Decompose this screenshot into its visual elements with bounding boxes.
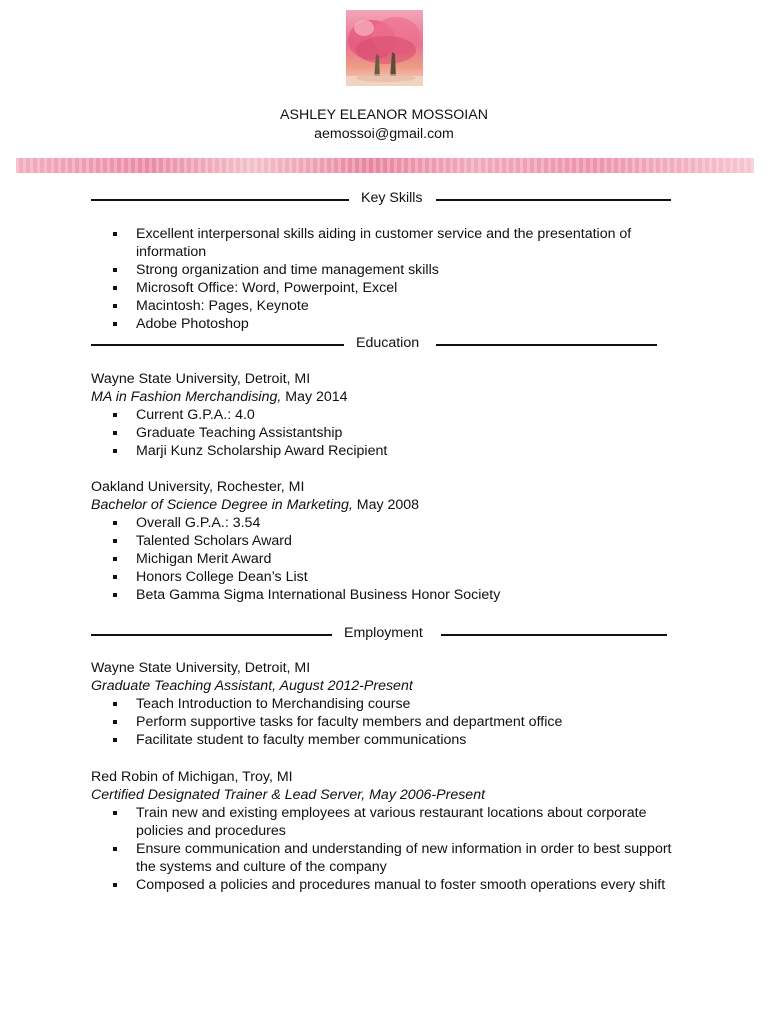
candidate-email: aemossoi@gmail.com — [314, 126, 454, 142]
list-item: Composed a policies and procedures manual to foster smooth operations every shift — [110, 876, 680, 894]
divider-line — [436, 344, 657, 346]
list-item: Adobe Photoshop — [110, 315, 680, 333]
section-title: Key Skills — [361, 190, 423, 206]
section-title: Employment — [344, 625, 423, 641]
list-item: Train new and existing employees at various restaurant locations about corporate policies and procedures — [110, 804, 680, 840]
employer-name: Wayne State University, Detroit, MI — [91, 660, 311, 676]
tree-illustration — [346, 10, 423, 86]
list-item: Facilitate student to faculty member communications — [110, 731, 680, 749]
divider-line — [91, 634, 332, 636]
list-item: Talented Scholars Award — [110, 532, 680, 550]
key-skills-heading — [0, 188, 768, 208]
job-title: Graduate Teaching Assistant, August 2012-Present — [91, 678, 413, 694]
list-item: Teach Introduction to Merchandising course — [110, 695, 680, 713]
degree-date: May 2014 — [281, 389, 348, 405]
list-item: Marji Kunz Scholarship Award Recipient — [110, 442, 680, 460]
list-item: Macintosh: Pages, Keynote — [110, 297, 680, 315]
section-title: Education — [356, 335, 420, 351]
degree-date: May 2008 — [352, 497, 420, 513]
tree-watercolor-logo — [346, 10, 423, 86]
employment-heading — [0, 623, 768, 643]
list-item: Strong organization and time management skills — [110, 261, 680, 279]
list-item: Graduate Teaching Assistantship — [110, 424, 680, 442]
employer-name: Red Robin of Michigan, Troy, MI — [91, 769, 293, 785]
list-item: Excellent interpersonal skills aiding in customer service and the presentation of information — [110, 225, 680, 261]
school-name: Oakland University, Rochester, MI — [91, 479, 305, 495]
list-item: Michigan Merit Award — [110, 550, 680, 568]
job-title: Certified Designated Trainer & Lead Server, May 2006-Present — [91, 787, 486, 803]
list-item: Microsoft Office: Word, Powerpoint, Excel — [110, 279, 680, 297]
degree-line — [91, 496, 419, 514]
education-bullets — [110, 514, 680, 604]
list-item: Overall G.P.A.: 3.54 — [110, 514, 680, 532]
divider-line — [441, 634, 667, 636]
divider-line — [91, 344, 344, 346]
education-heading — [0, 333, 768, 353]
candidate-name: ASHLEY ELEANOR MOSSOIAN — [280, 107, 488, 123]
list-item: Honors College Dean’s List — [110, 568, 680, 586]
employment-bullets — [110, 804, 680, 894]
employment-bullets — [110, 695, 680, 749]
school-name: Wayne State University, Detroit, MI — [91, 371, 311, 387]
degree-line — [91, 388, 348, 406]
education-bullets — [110, 406, 680, 460]
divider-line — [436, 199, 671, 201]
degree-title: Bachelor of Science Degree in Marketing, — [91, 497, 353, 513]
degree-title: MA in Fashion Merchandising, — [91, 389, 282, 405]
list-item: Perform supportive tasks for faculty members and department office — [110, 713, 680, 731]
list-item: Ensure communication and understanding of new information in order to best support the systems and culture of the company — [110, 840, 680, 876]
list-item: Beta Gamma Sigma International Business Honor Society — [110, 586, 680, 604]
skills-list — [110, 225, 680, 333]
list-item: Current G.P.A.: 4.0 — [110, 406, 680, 424]
divider-line — [91, 199, 349, 201]
decorative-banner — [16, 158, 754, 173]
